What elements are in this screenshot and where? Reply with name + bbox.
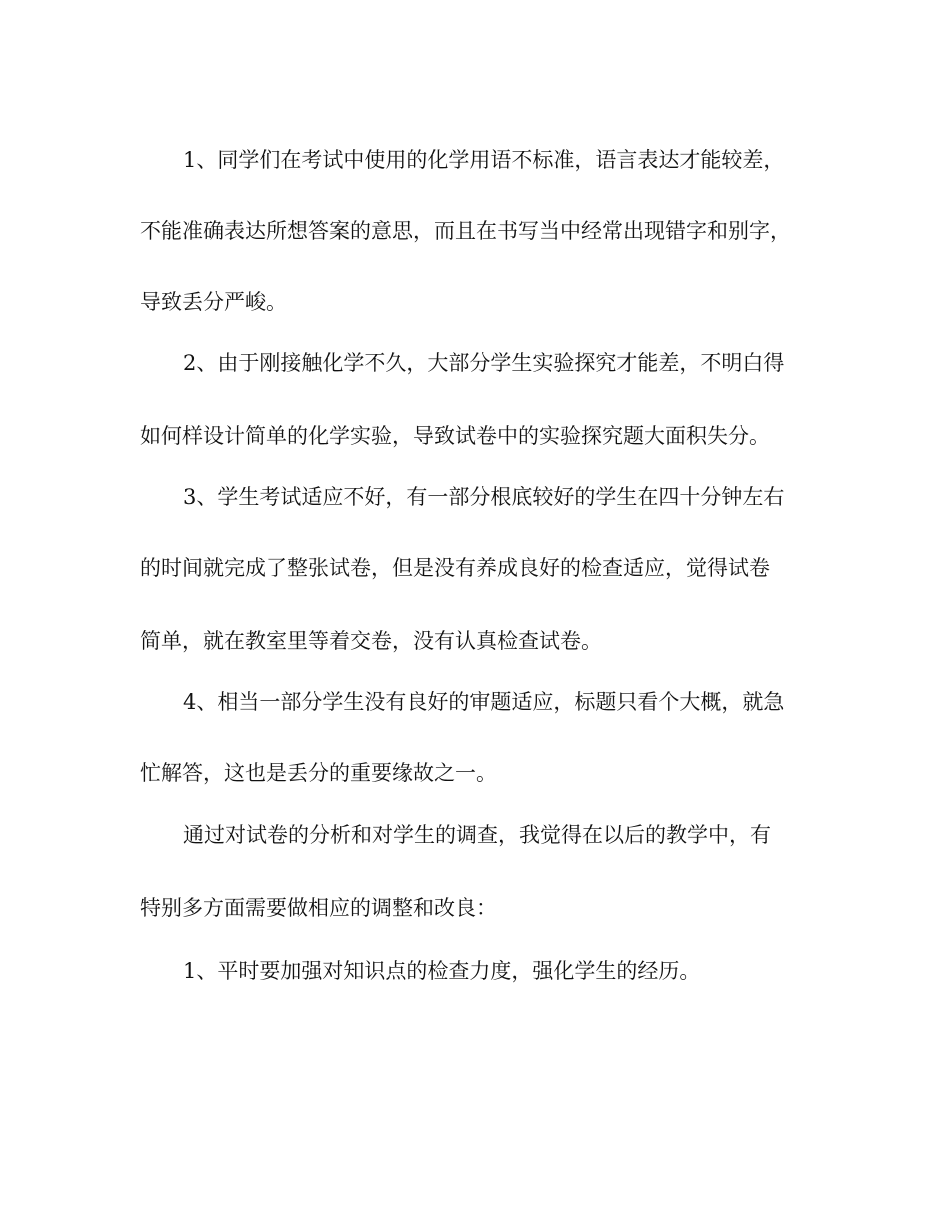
paragraph-6-line-1: 1、平时要加强对知识点的检查力度，强化学生的经历。: [183, 959, 701, 983]
paragraph-3-line-3: 简单，就在教室里等着交卷，没有认真检查试卷。: [140, 629, 602, 653]
paragraph-5-line-2: 特别多方面需要做相应的调整和改良：: [140, 896, 497, 920]
paragraph-2-line-1: 2、由于刚接触化学不久，大部分学生实验探究才能差，不明白得: [183, 351, 785, 375]
paragraph-2-line-2: 如何样设计简单的化学实验，导致试卷中的实验探究题大面积失分。: [140, 424, 770, 448]
paragraph-1-line-2: 不能准确表达所想答案的意思，而且在书写当中经常出现错字和别字，: [140, 219, 791, 243]
paragraph-3-line-1: 3、学生考试适应不好，有一部分根底较好的学生在四十分钟左右: [183, 485, 785, 509]
paragraph-1-line-1: 1、同学们在考试中使用的化学用语不标准，语言表达才能较差，: [183, 148, 785, 172]
paragraph-4-line-1: 4、相当一部分学生没有良好的审题适应，标题只看个大概，就急: [183, 690, 785, 714]
paragraph-4-line-2: 忙解答，这也是丢分的重要缘故之一。: [140, 761, 497, 785]
paragraph-5-line-1: 通过对试卷的分析和对学生的调查，我觉得在以后的教学中，有: [183, 823, 771, 847]
paragraph-1-line-3: 导致丢分严峻。: [140, 290, 287, 314]
paragraph-3-line-2: 的时间就完成了整张试卷，但是没有养成良好的检查适应，觉得试卷: [140, 556, 770, 580]
